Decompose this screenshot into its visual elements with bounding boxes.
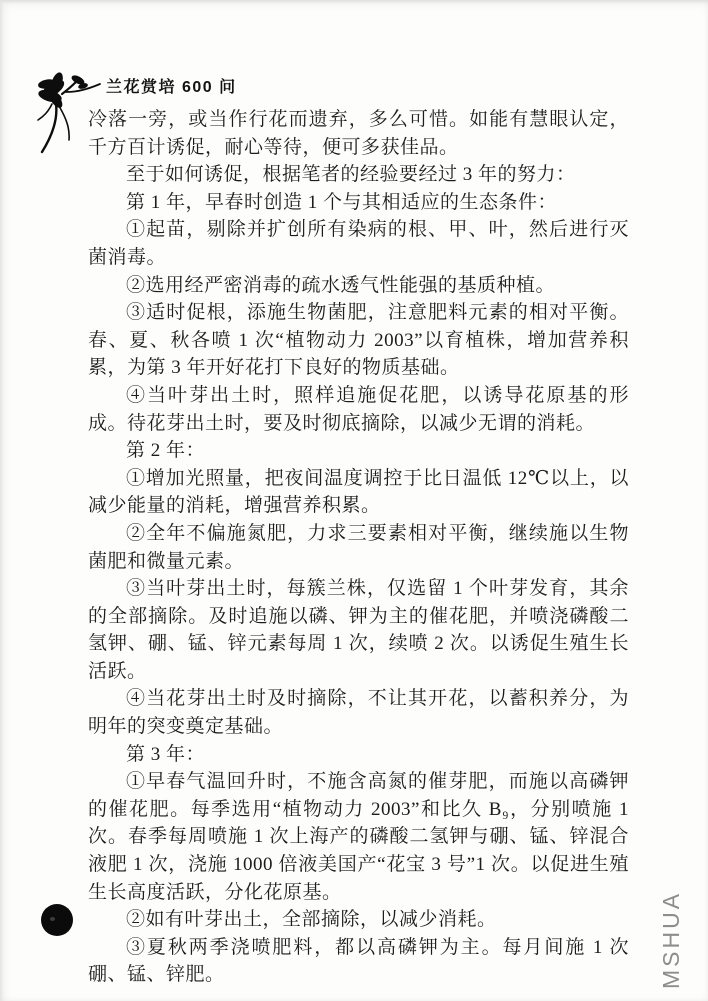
paragraph: 第 1 年，早春时创造 1 个与其相适应的生态条件： [126,191,558,213]
body-text [88,106,629,989]
scan-edge-top [0,0,708,4]
paragraph: ③当叶芽出土时，每簇兰株，仅选留 1 个叶芽发育，其余的全部摘除。及时追施以磷、钾为主的催花肥，并喷浇磷酸二氢钾、硼、锰、锌元素每周 1 次，续喷 2 次。以诱促生殖生长活跃。 [88,578,629,682]
page-marker-dot [41,904,73,936]
paragraph: ③适时促根，添施生物菌肥，注意肥料元素的相对平衡。春、夏、秋各喷 1 次“植物动力 2003”以育植株，增加营养积累，为第 3 年开好花打下良好的物质基础。 [88,302,629,379]
paragraph-year-3-heading: 第 3 年： [126,743,206,765]
paragraph: 至于如何诱促，根据笔者的经验要经过 3 年的努力： [126,164,576,186]
paragraph: 冷落一旁，或当作行花而遗弃，多么可惜。如能有慧眼认定，千方百计诱促，耐心等待，便可多获佳品。 [88,109,629,158]
paragraph: ②如有叶芽出土，全部摘除，以减少消耗。 [126,909,497,931]
paragraph: ①早春气温回升时，不施含高氮的催芽肥，而施以高磷钾的催花肥。每季选用“植物动力 2003”和比久 B₉，分别喷施 1 次。春季每周喷施 1 次上海产的磷酸二氢钾与硼、锰、锌混合液肥 1 次，浇施 1000 倍液美国产“花宝 3 号”1 次。以促进生殖生长高度活跃，分化花原基。 [88,771,629,903]
paragraph: ①增加光照量，把夜间温度调控于比日温低 12℃以上，以减少能量的消耗，增强营养积累。 [88,467,629,517]
paragraph: ②选用经严密消毒的疏水透气性能强的基质种植。 [126,274,556,296]
page-title: 兰花赏培 600 问 [106,79,237,96]
paragraph: ②全年不偏施氮肥，力求三要素相对平衡，继续施以生物菌肥和微量元素。 [88,522,629,572]
paragraph: ①起苗，剔除并扩创所有染病的根、甲、叶，然后进行灭菌消毒。 [88,219,629,268]
paragraph-year-2-heading: 第 2 年： [126,440,206,462]
scan-edge-left [0,0,4,1001]
paragraph: ④当花芽出土时及时摘除，不让其开花，以蓄积养分，为明年的突变奠定基础。 [88,688,629,738]
paragraph: ④当叶芽出土时，照样追施促花肥，以诱导花原基的形成。待花芽出土时，要及时彻底摘除，以减少无谓的消耗。 [88,384,629,434]
watermark: MSHUA [658,890,684,989]
paragraph: ③夏秋两季浇喷肥料，都以高磷钾为主。每月间施 1 次硼、锰、锌肥。 [88,936,629,986]
